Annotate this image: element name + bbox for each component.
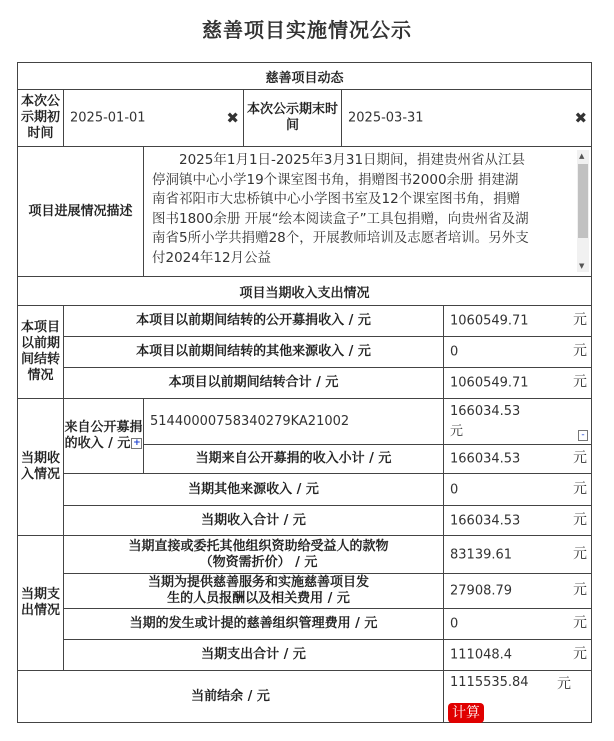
public-amount-field[interactable]	[444, 399, 592, 445]
unit-label: 元	[450, 423, 464, 439]
prior-other-value[interactable]: 0	[450, 344, 459, 360]
public-code-field[interactable]	[144, 399, 444, 445]
unit-label: 元	[573, 511, 588, 528]
clear-start-icon[interactable]: ✖	[226, 109, 239, 127]
progress-scrollbar[interactable]	[577, 150, 589, 272]
scroll-down-icon[interactable]: ▼	[579, 262, 585, 270]
prior-public-field[interactable]	[444, 306, 592, 337]
income-total-value[interactable]: 166034.53	[450, 513, 521, 528]
prior-other-field[interactable]	[444, 337, 592, 368]
income-total-field[interactable]	[444, 506, 592, 536]
prior-public-label: 本项目以前期间结转的公开募捐收入 / 元	[64, 306, 444, 337]
income-public-subtotal-value[interactable]: 166034.53	[450, 451, 521, 467]
income-other-field[interactable]	[444, 474, 592, 506]
balance-label: 当前结余 / 元	[18, 671, 444, 723]
prior-group-label: 本项目以前期间结转情况	[18, 306, 64, 399]
calculate-button[interactable]: 计算	[448, 703, 484, 723]
expense-admin-value[interactable]: 0	[450, 616, 459, 632]
income-other-label: 当期其他来源收入 / 元	[64, 474, 444, 506]
balance-field[interactable]	[444, 671, 592, 723]
unit-label: 元	[573, 646, 588, 662]
expense-admin-label: 当期的发生或计提的慈善组织管理费用 / 元	[64, 609, 444, 640]
income-other-value[interactable]: 0	[450, 482, 459, 497]
scroll-thumb[interactable]	[578, 164, 588, 238]
expense-total-label: 当期支出合计 / 元	[64, 640, 444, 671]
clear-end-icon[interactable]: ✖	[574, 109, 588, 127]
prior-total-label: 本项目以前期间结转合计 / 元	[64, 368, 444, 399]
income-group-label: 当期收入情况	[18, 399, 64, 536]
unit-label: 元	[573, 374, 588, 390]
prior-total-field[interactable]	[444, 368, 592, 399]
period-end-field[interactable]	[342, 90, 592, 147]
progress-textarea[interactable]	[144, 147, 592, 277]
section-title-finance: 项目当期收入支出情况	[18, 277, 592, 306]
expense-total-value[interactable]: 111048.4	[450, 647, 513, 663]
unit-label: 元	[573, 312, 588, 328]
scroll-up-icon[interactable]: ▲	[579, 152, 585, 160]
unit-label: 元	[557, 676, 572, 692]
add-row-icon[interactable]: +	[133, 438, 141, 448]
public-code-value[interactable]: 51440000758340279KA21002	[150, 414, 350, 429]
period-end-label: 本次公示期末时间	[244, 90, 342, 147]
balance-value[interactable]: 1115535.84	[450, 675, 529, 690]
income-total-label: 当期收入合计 / 元	[64, 506, 444, 536]
unit-label: 元	[573, 545, 588, 562]
expense-service-value[interactable]: 27908.79	[450, 583, 513, 599]
charity-project-table	[17, 62, 592, 723]
prior-total-value[interactable]: 1060549.71	[450, 375, 529, 391]
page-title: 慈善项目实施情况公示	[202, 18, 412, 42]
unit-label: 元	[573, 480, 588, 497]
public-income-label: 来自公开募捐的收入 / 元	[64, 420, 143, 451]
prior-public-value[interactable]: 1060549.71	[450, 313, 529, 329]
unit-label: 元	[573, 343, 588, 359]
progress-text[interactable]: 2025年1月1日-2025年3月31日期间，捐建贵州省从江县停洞镇中心小学19个课室图书角，捐赠图书2000余册 捐建湖南省祁阳市大忠桥镇中心小学图书室及12个课室图书角，捐赠图书1800余册 开展“绘本阅读盒子”工具包捐赠，向贵州省及湖南省5所小学共捐赠28个，开展教师培训及志愿者培训。另外支付2024年12月公益	[152, 152, 529, 266]
expense-service-label: 当期为提供慈善服务和实施慈善项目发生的人员报酬以及相关费用 / 元	[64, 574, 444, 609]
period-start-field[interactable]	[64, 90, 244, 147]
expense-admin-field[interactable]	[444, 609, 592, 640]
expense-direct-field[interactable]	[444, 536, 592, 574]
progress-label: 项目进展情况描述	[18, 147, 144, 277]
section-title-dynamics: 慈善项目动态	[18, 63, 592, 90]
expense-total-field[interactable]	[444, 640, 592, 671]
expense-direct-value[interactable]: 83139.61	[450, 547, 513, 562]
period-start-value[interactable]: 2025-01-01	[70, 110, 146, 126]
expense-group-label: 当期支出情况	[18, 536, 64, 671]
income-public-subtotal-label: 当期来自公开募捐的收入小计 / 元	[144, 445, 444, 474]
remove-row-icon[interactable]: -	[578, 430, 588, 441]
expense-service-field[interactable]	[444, 574, 592, 609]
unit-label: 元	[573, 615, 588, 631]
income-public-subtotal-field[interactable]	[444, 445, 592, 474]
period-start-label: 本次公示期初时间	[18, 90, 64, 147]
public-income-label-cell	[64, 399, 144, 474]
public-amount-value[interactable]: 166034.53	[450, 403, 521, 419]
prior-other-label: 本项目以前期间结转的其他来源收入 / 元	[64, 337, 444, 368]
expense-direct-label: 当期直接或委托其他组织资助给受益人的款物（物资需折价） / 元	[64, 536, 444, 574]
period-end-value[interactable]: 2025-03-31	[348, 110, 424, 126]
unit-label: 元	[573, 582, 588, 598]
unit-label: 元	[573, 450, 588, 466]
